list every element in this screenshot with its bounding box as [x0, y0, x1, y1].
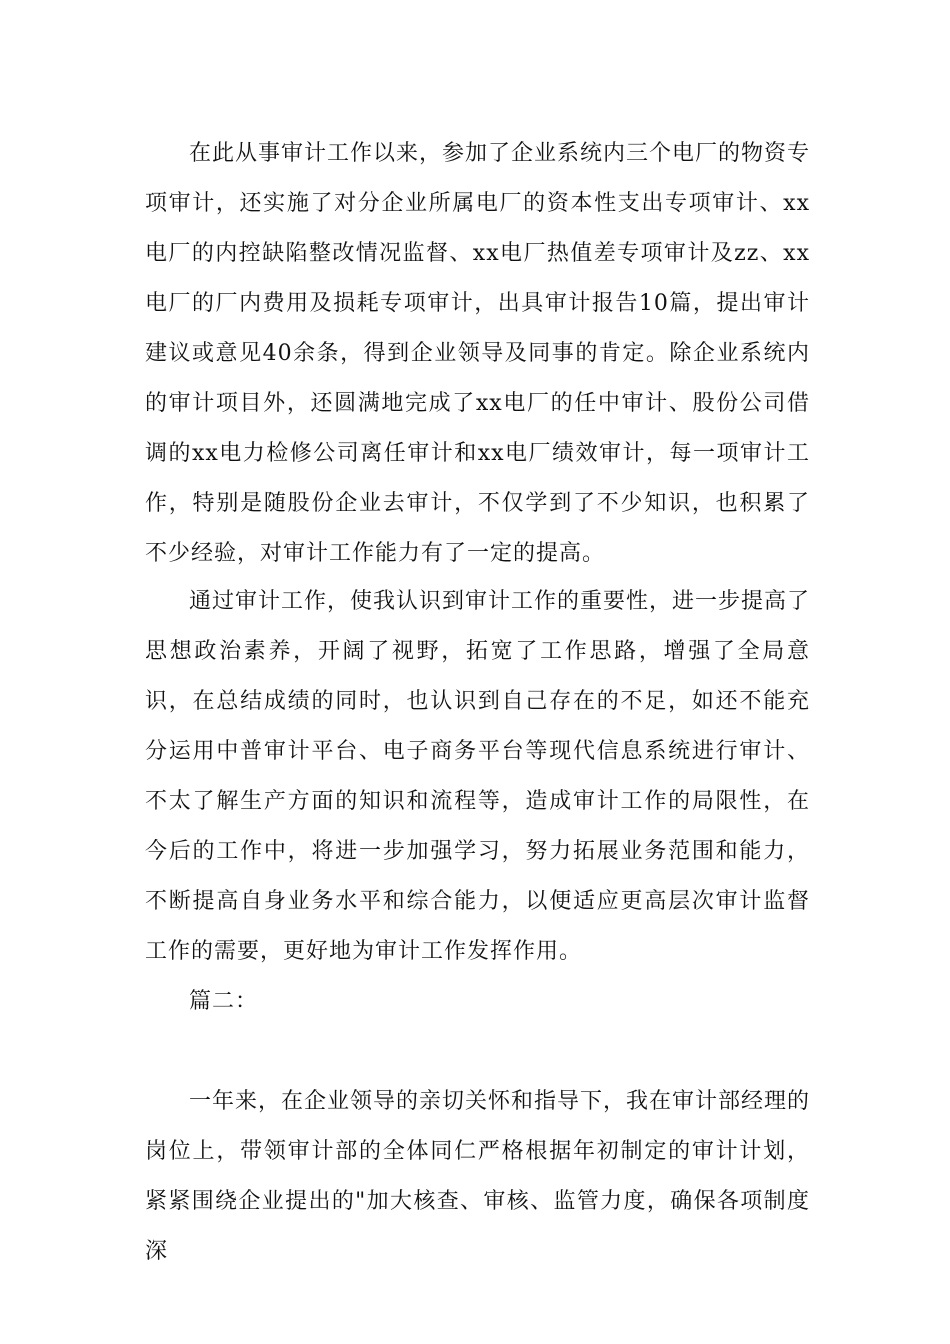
body-paragraph: 在此从事审计工作以来，参加了企业系统内三个电厂的物资专项审计，还实施了对分企业所属电厂的资本性支出专项审计、xx电厂的内控缺陷整改情况监督、xx电厂热值差专项审计及zz、xx电厂的厂内费用及损耗专项审计，出具审计报告10篇，提出审计建议或意见40余条，得到企业领导及同事的肯定。除企业系统内的审计项目外，还圆满地完成了xx电厂的任中审计、股份公司借调的xx电力检修公司离任审计和xx电厂绩效审计，每一项审计工作，特别是随股份企业去审计，不仅学到了不少知识，也积累了不少经验，对审计工作能力有了一定的提高。	[145, 141, 811, 566]
section-heading: 篇二：	[189, 989, 259, 1014]
body-paragraph: 一年来，在企业领导的亲切关怀和指导下，我在审计部经理的岗位上，带领审计部的全体同仁严格根据年初制定的审计计划，紧紧围绕企业提出的"加大核查、审核、监管力度，确保各项制度深	[145, 1089, 811, 1264]
body-paragraph: 通过审计工作，使我认识到审计工作的重要性，进一步提高了思想政治素养，开阔了视野，拓宽了工作思路，增强了全局意识，在总结成绩的同时，也认识到自己存在的不足，如还不能充分运用中普审计平台、电子商务平台等现代信息系统进行审计、不太了解生产方面的知识和流程等，造成审计工作的局限性，在今后的工作中，将进一步加强学习，努力拓展业务范围和能力，不断提高自身业务水平和综合能力，以便适应更高层次审计监督工作的需要，更好地为审计工作发挥作用。	[145, 589, 811, 964]
